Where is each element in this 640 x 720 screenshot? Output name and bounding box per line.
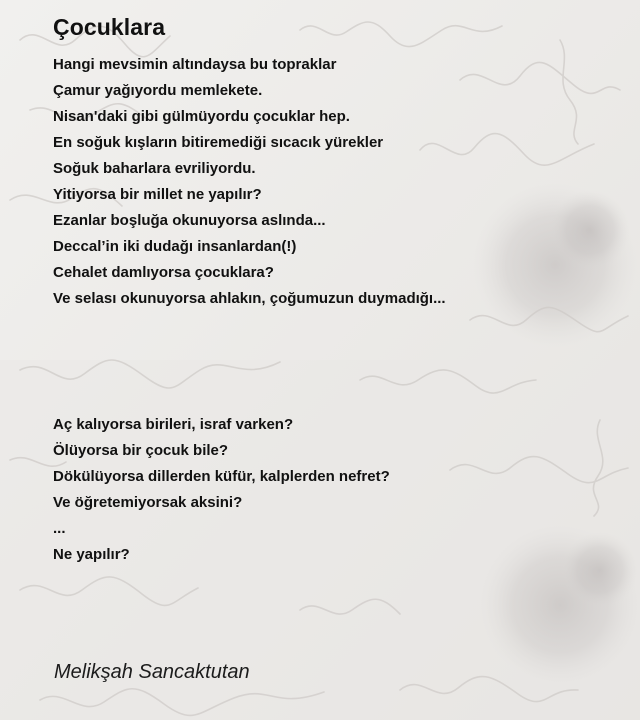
stanza-2: [53, 412, 390, 568]
poem-line: Yitiyorsa bir millet ne yapılır?: [53, 186, 262, 203]
poem-line: Aç kalıyorsa birileri, israf varken?: [53, 416, 294, 433]
poem-line: ...: [53, 520, 66, 537]
poem-line: Ezanlar boşluğa okunuyorsa aslında...: [53, 212, 326, 229]
poem-title: Çocuklara: [53, 14, 166, 40]
poem-line: Ne yapılır?: [53, 546, 130, 563]
poem-line: Ve öğretemiyorsak aksini?: [53, 494, 243, 511]
poem-author: Melikşah Sancaktutan: [54, 661, 250, 683]
poem-line: Soğuk baharlara evriliyordu.: [53, 160, 256, 177]
poem-line: Çamur yağıyordu memlekete.: [53, 82, 263, 99]
poem-line: Nisan'daki gibi gülmüyordu çocuklar hep.: [53, 108, 350, 125]
poem-line: Dökülüyorsa dillerden küfür, kalplerden nefret?: [53, 468, 390, 485]
poem-line: Cehalet damlıyorsa çocuklara?: [53, 264, 274, 281]
poem-line: En soğuk kışların bitiremediği sıcacık yürekler: [53, 134, 384, 151]
poem-line: Deccal’in iki dudağı insanlardan(!): [53, 238, 297, 255]
stanza-1: [53, 52, 446, 312]
poem-line: Ve selası okunuyorsa ahlakın, çoğumuzun duymadığı...: [53, 290, 446, 307]
poem-line: Ölüyorsa bir çocuk bile?: [53, 442, 229, 459]
poem-line: Hangi mevsimin altındaysa bu topraklar: [53, 56, 337, 73]
